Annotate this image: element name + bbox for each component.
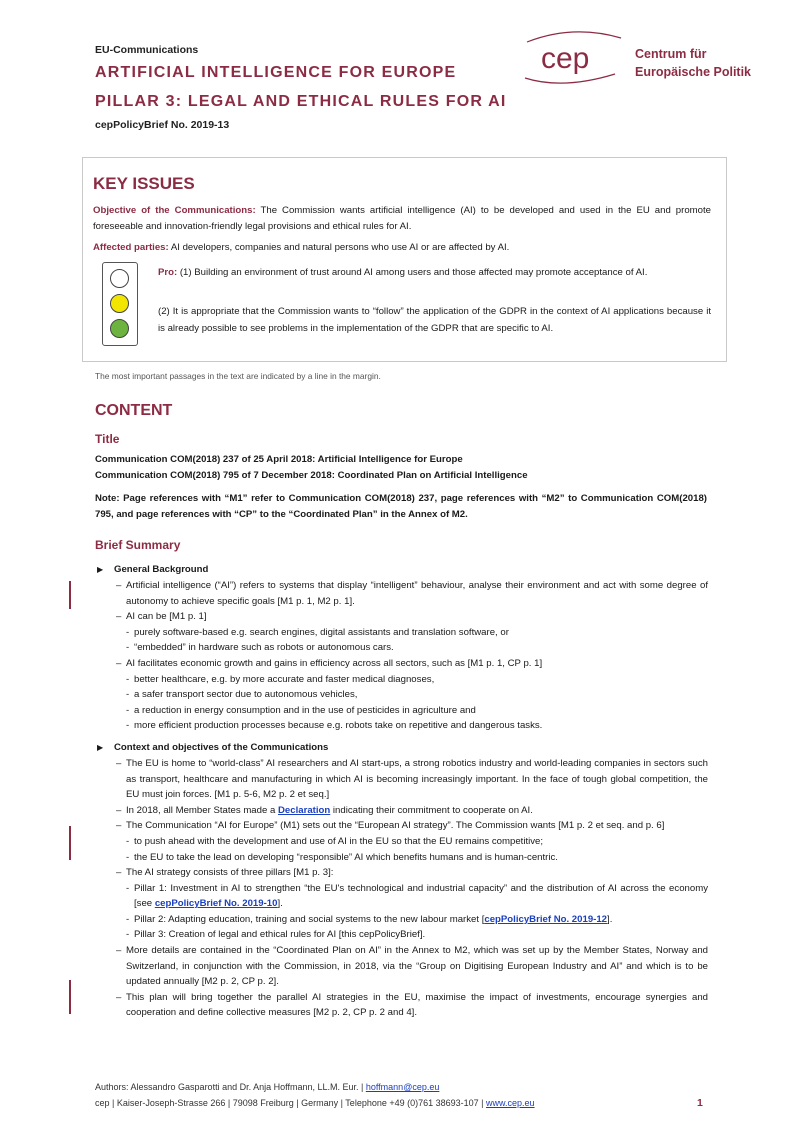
- title-heading: Title: [95, 432, 120, 446]
- triangle-bullet-icon: ▶: [97, 742, 104, 752]
- context-objectives-section: [96, 740, 708, 1021]
- pro-1-text: (1) Building an environment of trust around AI among users and those affected may promote acceptance of AI.: [177, 267, 648, 278]
- margin-line: [69, 581, 71, 609]
- affected-paragraph: [93, 240, 711, 256]
- sub-list-item: - Pillar 2: Adapting education, training and social systems to the new labour market [cepPolicyBrief No. 2019-12].: [126, 913, 613, 925]
- document-title: ARTIFICIAL INTELLIGENCE FOR EUROPE: [95, 64, 457, 81]
- section-heading: ▶ General Background: [96, 562, 708, 578]
- objective-label: Objective of the Communications:: [93, 205, 256, 216]
- document-subtitle: PILLAR 3: LEGAL AND ETHICAL RULES FOR AI: [95, 93, 507, 110]
- sub-list-item: - a reduction in energy consumption and in the use of pesticides in agriculture and: [126, 704, 476, 716]
- list-item: – In 2018, all Member States made a Declaration indicating their commitment to cooperate on AI.: [116, 804, 533, 816]
- section-heading: ▶ Context and objectives of the Communications: [96, 740, 708, 756]
- list-item: – The AI strategy consists of three pillars [M1 p. 3]:: [116, 867, 334, 879]
- list-item: – The Communication “AI for Europe” (M1) sets out the “European AI strategy”. The Commission wants [M1 p. 2 et seq. and p. 6]: [116, 820, 665, 832]
- footer-address: cep | Kaiser-Joseph-Strasse 266 | 79098 Freiburg | Germany | Telephone +49 (0)761 38693-107 | www.cep.eu: [95, 1098, 535, 1108]
- list-item: – More details are contained in the “Coordinated Plan on AI” in the Annex to M2, which was set up by the Member States, Norway and Switzerland, in conjunction with the Commission, in 2018, via the “Group on Digitising European Industry and AI” and which is to be updated annually [M2 p. 2, CP p. 2].: [116, 945, 708, 988]
- sub-list-item: - to push ahead with the development and use of AI in the EU so that the EU remains competitive;: [126, 835, 544, 847]
- logo-arc-top: [527, 32, 621, 42]
- sub-list-item: - “embedded” in hardware such as robots or autonomous cars.: [126, 642, 394, 654]
- traffic-light-red: [110, 269, 129, 288]
- logo-line-2: Europäische Politik: [635, 65, 752, 79]
- page-number: 1: [697, 1097, 703, 1109]
- list-item: – AI facilitates economic growth and gains in efficiency across all sectors, such as [M1 p. 1, CP p. 1]: [116, 657, 543, 669]
- brief-summary-heading: Brief Summary: [95, 538, 181, 552]
- sub-list-item: - a safer transport sector due to autonomous vehicles,: [126, 689, 358, 701]
- content-title: CONTENT: [95, 402, 173, 419]
- header-kicker: EU-Communications: [95, 44, 199, 56]
- general-background-section: [96, 562, 708, 734]
- list-item: – The EU is home to “world-class” AI researchers and AI start-ups, a strong robotics industry and world-leading companies in sectors such as transport, healthcare and manufacturing in which AI is becoming increasingly important. In the face of tough global competition, the EU must join forces. [M1 p. 5-6, M2 p. 2 et seq.]: [116, 757, 708, 801]
- affected-text: AI developers, companies and natural persons who use AI or are affected by AI.: [168, 242, 510, 253]
- pro-label: Pro:: [158, 267, 178, 278]
- logo-line-1: Centrum für: [635, 47, 707, 61]
- footer-authors: Authors: Alessandro Gasparotti and Dr. Anja Hoffmann, LL.M. Eur. | hoffmann@cep.eu: [95, 1082, 440, 1092]
- communication-1: Communication COM(2018) 237 of 25 April 2018: Artificial Intelligence for Europe: [95, 454, 463, 465]
- logo-arc-bottom: [525, 74, 615, 83]
- website-link[interactable]: www.cep.eu: [486, 1098, 535, 1108]
- sub-list-item: - Pillar 3: Creation of legal and ethical rules for AI [this cepPolicyBrief].: [126, 929, 426, 941]
- traffic-light-icon: [102, 262, 138, 346]
- list-item: – Artificial intelligence (“AI”) refers to systems that display “intelligent” behaviour, analyse their environment and act with some degree of autonomy to achieve specific goals [M1 p. 1, M2 p. 1].: [116, 580, 708, 607]
- pro-paragraph-1: [158, 265, 711, 282]
- key-issues-title: KEY ISSUES: [93, 174, 195, 193]
- logo-text: [635, 45, 751, 81]
- policy-brief-2019-12-link[interactable]: cepPolicyBrief No. 2019-12: [484, 913, 608, 925]
- traffic-light-yellow: [110, 294, 129, 313]
- sub-list-item: - purely software-based e.g. search engines, digital assistants and translation software, or: [126, 626, 509, 638]
- brief-number: cepPolicyBrief No. 2019-13: [95, 119, 230, 131]
- list-item: – This plan will bring together the parallel AI strategies in the EU, maximise the impact of investments, encourage synergies and cooperation and define collective measures [M2 p. 2, CP p. 2 and 4].: [116, 991, 708, 1019]
- triangle-bullet-icon: ▶: [97, 565, 104, 574]
- objective-text: The Commission wants artificial intelligence (AI) to be developed and used in the EU and promote foreseeable and innovation-friendly legal provisions and ethical rules for AI.: [93, 205, 711, 232]
- author-email-link[interactable]: hoffmann@cep.eu: [365, 1082, 440, 1092]
- sub-list-item: - more efficient production processes because e.g. robots take on repetitive and dangerous tasks.: [126, 720, 543, 732]
- sub-list-item: - Pillar 1: Investment in AI to strengthen “the EU's technological and industrial capacity” and the distribution of AI across the economy [see cepPolicyBrief No. 2019-10].: [126, 882, 708, 910]
- logo-mark: cep: [541, 42, 590, 75]
- page-reference-note: Note: Page references with “M1” refer to Communication COM(2018) 237, page references with “M2” to Communication COM(2018) 795, and page references with “CP” to the “Coordinated Plan” in the Annex of M2.: [95, 493, 707, 520]
- margin-line: [69, 826, 71, 860]
- policy-brief-2019-10-link[interactable]: cepPolicyBrief No. 2019-10: [154, 898, 278, 910]
- traffic-light-green: [110, 319, 129, 338]
- sub-list-item: - the EU to take the lead on developing “responsible” AI which benefits humans and is human-centric.: [126, 851, 558, 863]
- brief-summary-list: [96, 562, 708, 1027]
- pro-paragraph-2: (2) It is appropriate that the Commission wants to “follow” the application of the GDPR in the context of AI applications because it is already possible to see problems in the implementation of the GDPR that are specific to AI.: [158, 306, 711, 334]
- margin-line: [69, 980, 71, 1014]
- objective-paragraph: [93, 203, 711, 235]
- list-item: – AI can be [M1 p. 1]: [116, 611, 207, 623]
- sub-list-item: - better healthcare, e.g. by more accurate and faster medical diagnoses,: [126, 673, 435, 685]
- declaration-link[interactable]: Declaration: [277, 804, 331, 816]
- affected-label: Affected parties:: [93, 242, 169, 253]
- communication-2: Communication COM(2018) 795 of 7 December 2018: Coordinated Plan on Artificial Intelligence: [95, 470, 528, 481]
- margin-footnote: The most important passages in the text are indicated by a line in the margin.: [95, 371, 381, 381]
